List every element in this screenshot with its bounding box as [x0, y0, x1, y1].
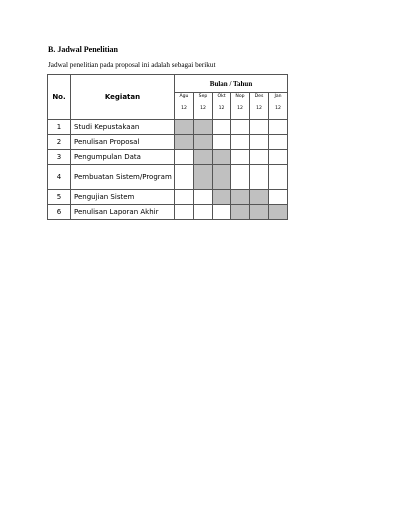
intro-paragraph: Jadwal penelitian pada proposal ini adalah sebagai berikut: [48, 61, 216, 69]
month-name: Des: [254, 94, 264, 99]
schedule-table: [47, 74, 288, 220]
activity-name: Pembuatan Sistem/Program: [71, 165, 175, 190]
schedule-cell-empty: [194, 205, 213, 220]
schedule-cell-empty: [250, 120, 269, 135]
schedule-cell-empty: [269, 135, 288, 150]
schedule-cell-empty: [231, 120, 250, 135]
schedule-cell-empty: [194, 190, 213, 205]
row-number: 3: [48, 150, 71, 165]
schedule-cell-empty: [269, 150, 288, 165]
section-heading: B. Jadwal Penelitian: [48, 45, 119, 54]
schedule-cell-empty: [269, 120, 288, 135]
schedule-cell-empty: [175, 205, 194, 220]
schedule-cell-empty: [269, 190, 288, 205]
schedule-cell-empty: [231, 150, 250, 165]
schedule-cell-empty: [213, 120, 231, 135]
schedule-cell-active: [250, 190, 269, 205]
table-row: [48, 165, 288, 190]
month-header-cell: [175, 93, 194, 120]
column-header-activity: Kegiatan: [71, 75, 175, 120]
activity-name: Pengumpulan Data: [71, 150, 175, 165]
schedule-cell-empty: [231, 165, 250, 190]
activity-name: Penulisan Proposal: [71, 135, 175, 150]
month-name: Nop: [235, 94, 245, 99]
schedule-cell-active: [175, 120, 194, 135]
month-header-cell: [213, 93, 231, 120]
activity-name: Penulisan Laporan Akhir: [71, 205, 175, 220]
schedule-cell-active: [194, 165, 213, 190]
month-name: Jan: [274, 94, 282, 99]
table-row: [48, 120, 288, 135]
schedule-cell-empty: [250, 135, 269, 150]
schedule-cell-empty: [250, 165, 269, 190]
schedule-cell-empty: [175, 165, 194, 190]
schedule-cell-active: [213, 190, 231, 205]
month-name: Agu: [179, 94, 189, 99]
month-header-cell: [194, 93, 213, 120]
schedule-cell-active: [175, 135, 194, 150]
schedule-cell-empty: [213, 135, 231, 150]
schedule-cell-empty: [250, 150, 269, 165]
table-row: [48, 150, 288, 165]
month-year: 12: [256, 106, 262, 111]
column-header-period: Bulan / Tahun: [175, 75, 288, 93]
activity-name: Studi Kepustakaan: [71, 120, 175, 135]
schedule-cell-active: [269, 205, 288, 220]
schedule-cell-active: [194, 150, 213, 165]
row-number: 6: [48, 205, 71, 220]
row-number: 4: [48, 165, 71, 190]
month-header-cell: [269, 93, 288, 120]
schedule-cell-active: [213, 165, 231, 190]
row-number: 2: [48, 135, 71, 150]
month-year: 12: [237, 106, 243, 111]
month-header-cell: [250, 93, 269, 120]
schedule-cell-empty: [213, 205, 231, 220]
table-row: [48, 190, 288, 205]
schedule-cell-empty: [175, 190, 194, 205]
schedule-cell-empty: [231, 135, 250, 150]
schedule-rows: [48, 120, 288, 220]
month-name: Okt: [217, 94, 226, 99]
month-header-cell: [231, 93, 250, 120]
schedule-cell-empty: [269, 165, 288, 190]
month-year: 12: [275, 106, 281, 111]
column-header-no: No.: [48, 75, 71, 120]
table-row: [48, 135, 288, 150]
table-row: [48, 205, 288, 220]
schedule-cell-active: [231, 190, 250, 205]
row-number: 5: [48, 190, 71, 205]
activity-name: Pengujian Sistem: [71, 190, 175, 205]
schedule-cell-empty: [175, 150, 194, 165]
schedule-cell-active: [231, 205, 250, 220]
schedule-cell-active: [194, 135, 213, 150]
month-year: 12: [181, 106, 187, 111]
row-number: 1: [48, 120, 71, 135]
schedule-cell-active: [250, 205, 269, 220]
month-year: 12: [218, 106, 225, 111]
schedule-cell-active: [194, 120, 213, 135]
schedule-cell-active: [213, 150, 231, 165]
month-name: Sep: [198, 94, 208, 99]
month-year: 12: [200, 106, 206, 111]
